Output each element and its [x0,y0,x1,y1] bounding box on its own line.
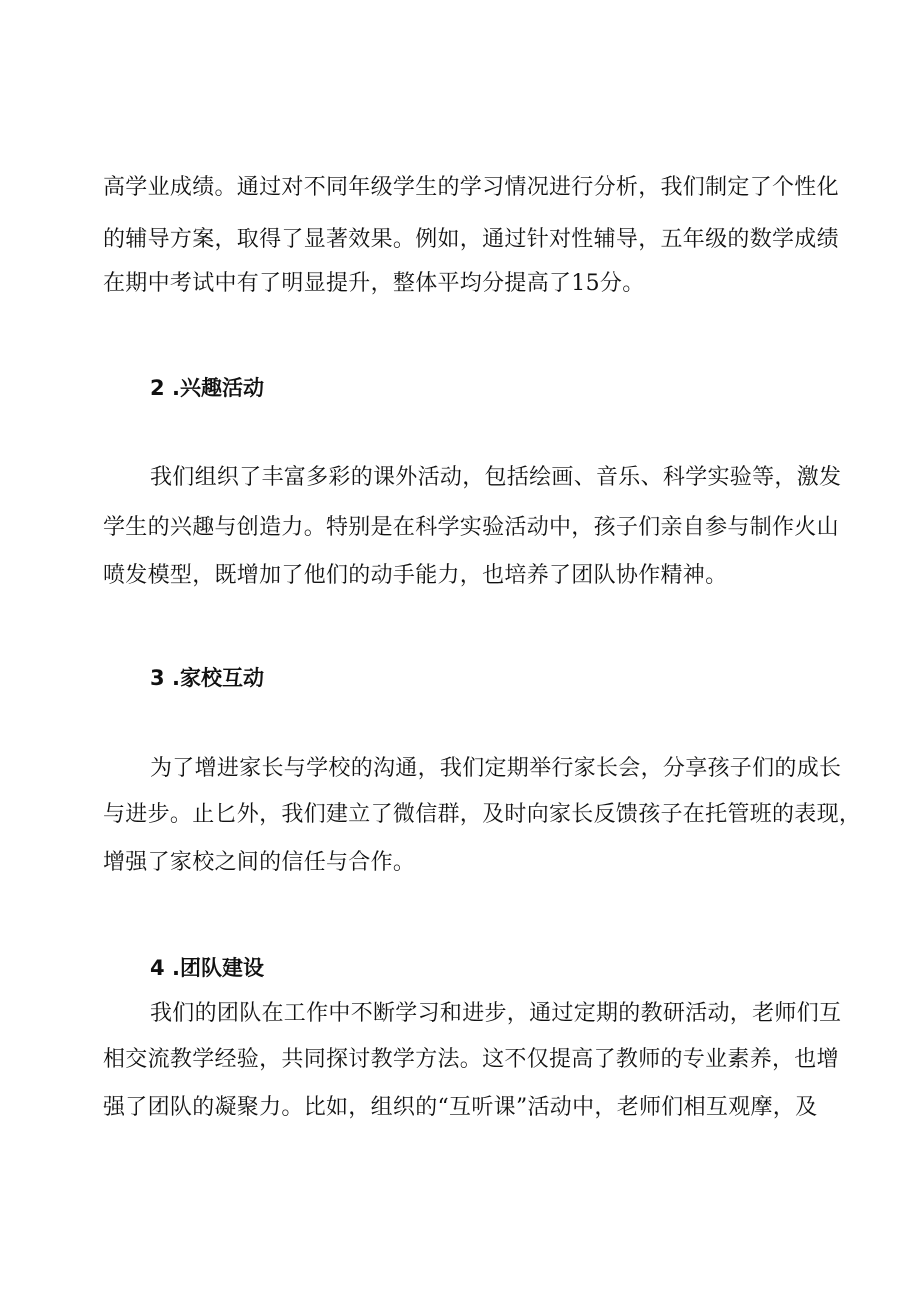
paragraph-line: 在期中考试中有了明显提升，整体平均分提高了15分。 [103,271,645,296]
paragraph-line: 与进步。止匕外，我们建立了微信群，及时向家长反馈孩子在托管班的表现， [103,802,862,827]
paragraph-line: 强了团队的凝聚力。比如，组织的“互听课”活动中，老师们相互观摩，及 [103,1095,818,1120]
paragraph-line: 喷发模型，既增加了他们的动手能力，也培养了团队协作精神。 [103,563,728,588]
section-heading-home-school-interaction [150,663,264,693]
section-heading-interest-activities [150,373,264,403]
paragraph-line: 相交流教学经验，共同探讨教学方法。这不仅提高了教师的专业素养，也增 [103,1047,839,1072]
paragraph-line: 我们组织了丰富多彩的课外活动，包括绘画、音乐、科学实验等，激发 [150,465,842,490]
paragraph-line: 为了增进家长与学校的沟通，我们定期举行家长会，分享孩子们的成长 [150,756,842,781]
section-heading-team-building [150,953,264,983]
section-title: .团队建设 [172,956,264,980]
section-title: .兴趣活动 [172,376,264,400]
section-title: .家校互动 [172,666,264,690]
paragraph-line: 高学业成绩。通过对不同年级学生的学习情况进行分析，我们制定了个性化 [103,175,839,200]
section-number: 3 [150,666,165,690]
paragraph-line: 我们的团队在工作中不断学习和进步，通过定期的教研活动，老师们互 [150,1001,842,1026]
paragraph-line: 学生的兴趣与创造力。特别是在科学实验活动中，孩子们亲自参与制作火山 [103,515,839,540]
section-number: 4 [150,956,165,980]
paragraph-line: 的辅导方案，取得了显著效果。例如，通过针对性辅导，五年级的数学成绩 [103,227,839,252]
section-number: 2 [150,376,165,400]
paragraph-line: 增强了家校之间的信任与合作。 [103,850,416,875]
